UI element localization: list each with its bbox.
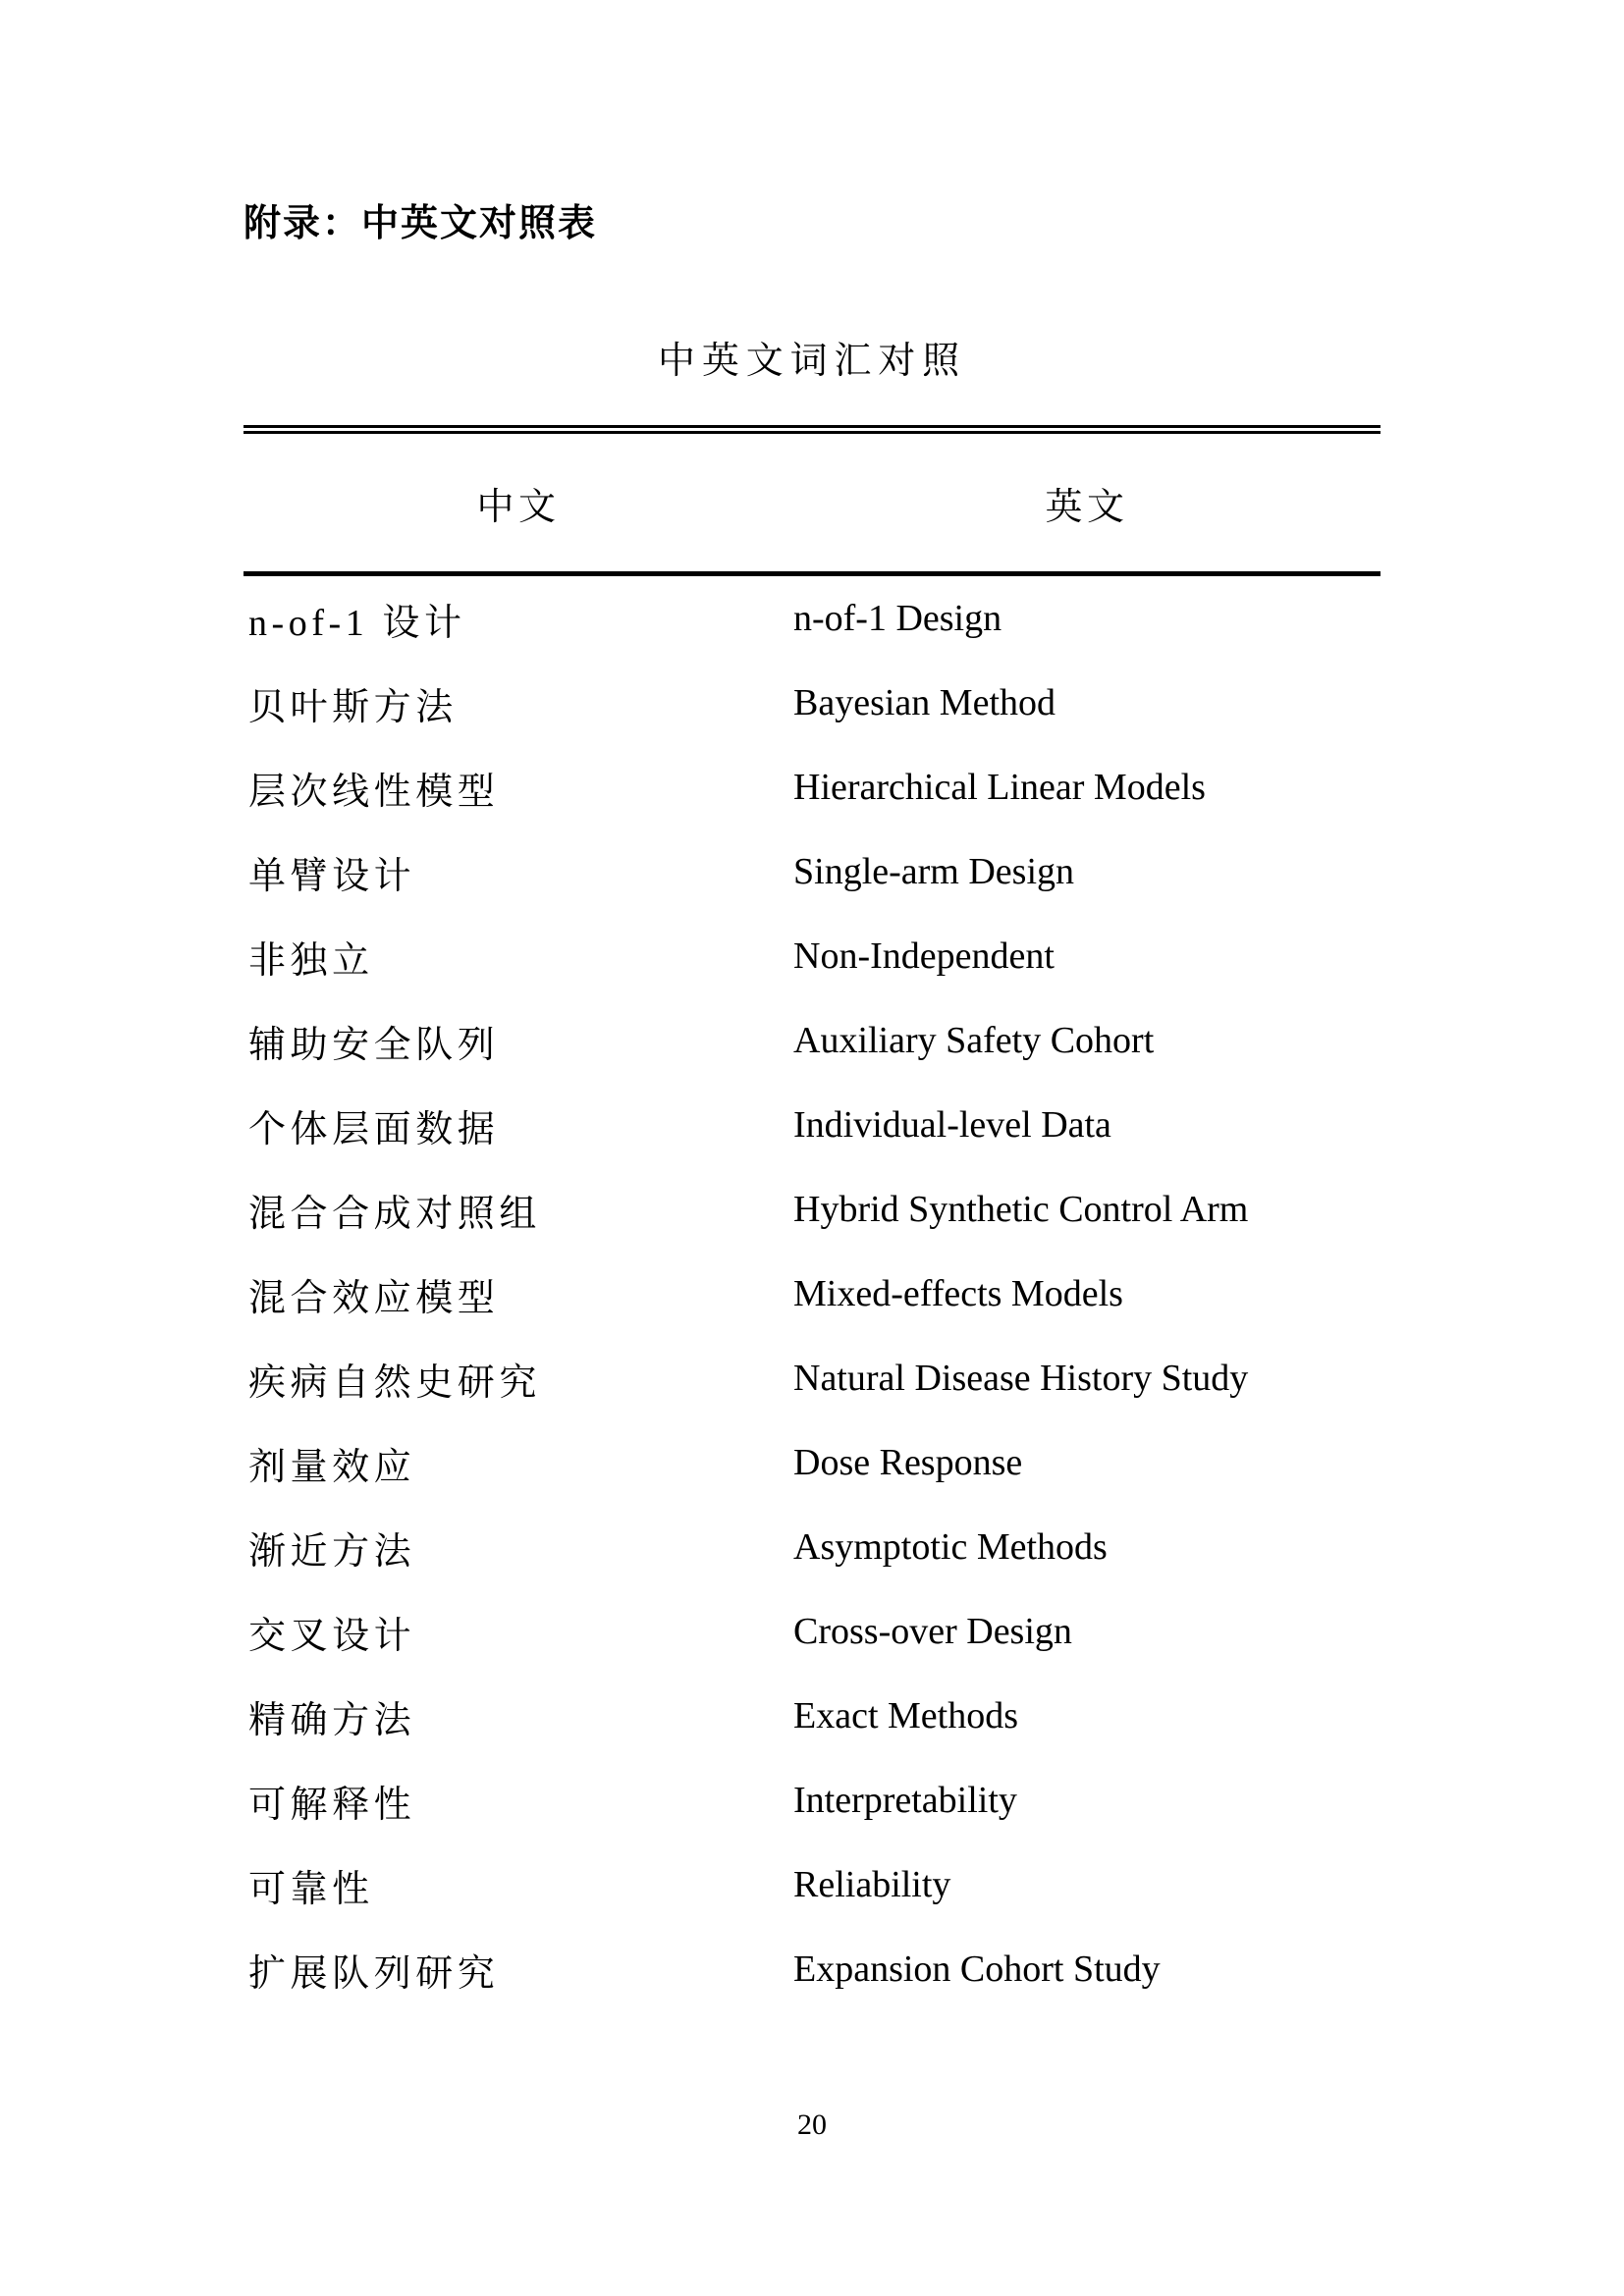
table-row	[244, 998, 1380, 1083]
table-row	[244, 745, 1380, 829]
glossary-table	[244, 425, 1380, 2011]
table-row	[244, 1589, 1380, 1674]
table-row	[244, 1927, 1380, 2011]
english-term-cell: Natural Disease History Study	[793, 1358, 1249, 1399]
english-term-cell: Asymptotic Methods	[793, 1526, 1108, 1568]
chinese-term-cell: 贝叶斯方法	[248, 686, 458, 728]
chinese-term-cell: 可靠性	[248, 1868, 374, 1910]
column-header-chinese: 中文	[476, 486, 561, 528]
english-term-cell: Reliability	[793, 1864, 951, 1905]
table-row	[244, 1167, 1380, 1252]
english-term-cell: Single-arm Design	[793, 851, 1075, 892]
english-term-cell: Cross-over Design	[793, 1611, 1072, 1652]
chinese-term-cell: 交叉设计	[248, 1615, 416, 1657]
table-row	[244, 1252, 1380, 1336]
english-term-cell: Expansion Cohort Study	[793, 1949, 1161, 1990]
table-row	[244, 1674, 1380, 1758]
chinese-term-cell: 辅助安全队列	[248, 1024, 500, 1066]
table-row	[244, 1505, 1380, 1589]
chinese-term-cell: n-of-1 设计	[248, 602, 466, 644]
table-row	[244, 576, 1380, 661]
chinese-term-cell: 层次线性模型	[248, 771, 500, 813]
table-row	[244, 1758, 1380, 1842]
chinese-term-cell: 非独立	[248, 939, 374, 982]
table-row	[244, 661, 1380, 745]
english-term-cell: Mixed-effects Models	[793, 1273, 1123, 1314]
chinese-term-cell: 扩展队列研究	[248, 1952, 500, 1995]
english-term-cell: Auxiliary Safety Cohort	[793, 1020, 1155, 1061]
chinese-term-cell: 混合合成对照组	[248, 1193, 541, 1235]
english-term-cell: n-of-1 Design	[793, 598, 1002, 639]
chinese-term-cell: 单臂设计	[248, 855, 416, 897]
page-number: 20	[797, 2109, 827, 2141]
english-term-cell: Exact Methods	[793, 1695, 1019, 1736]
english-term-cell: Dose Response	[793, 1442, 1023, 1483]
table-caption: 中英文词汇对照	[658, 341, 966, 382]
table-row	[244, 829, 1380, 914]
table-row	[244, 1842, 1380, 1927]
chinese-term-cell: 疾病自然史研究	[248, 1362, 541, 1404]
chinese-term-cell: 可解释性	[248, 1784, 416, 1826]
english-term-cell: Non-Independent	[793, 935, 1055, 977]
table-body	[244, 576, 1380, 2011]
chinese-term-cell: 剂量效应	[248, 1446, 416, 1488]
chinese-term-cell: 混合效应模型	[248, 1277, 500, 1319]
english-term-cell: Hybrid Synthetic Control Arm	[793, 1189, 1249, 1230]
english-term-cell: Bayesian Method	[793, 682, 1056, 723]
appendix-heading: 附录：中英文对照表	[244, 203, 598, 244]
chinese-term-cell: 渐近方法	[248, 1530, 416, 1573]
table-row	[244, 1083, 1380, 1167]
table-row	[244, 914, 1380, 998]
chinese-term-cell: 个体层面数据	[248, 1108, 500, 1150]
table-row	[244, 1420, 1380, 1505]
table-top-double-rule	[244, 425, 1380, 434]
rule-line	[244, 425, 1380, 428]
table-header-row	[244, 434, 1380, 571]
chinese-term-cell: 精确方法	[248, 1699, 416, 1741]
english-term-cell: Hierarchical Linear Models	[793, 767, 1206, 808]
english-term-cell: Individual-level Data	[793, 1104, 1111, 1146]
column-header-english: 英文	[1045, 486, 1129, 528]
english-term-cell: Interpretability	[793, 1780, 1017, 1821]
table-row	[244, 1336, 1380, 1420]
